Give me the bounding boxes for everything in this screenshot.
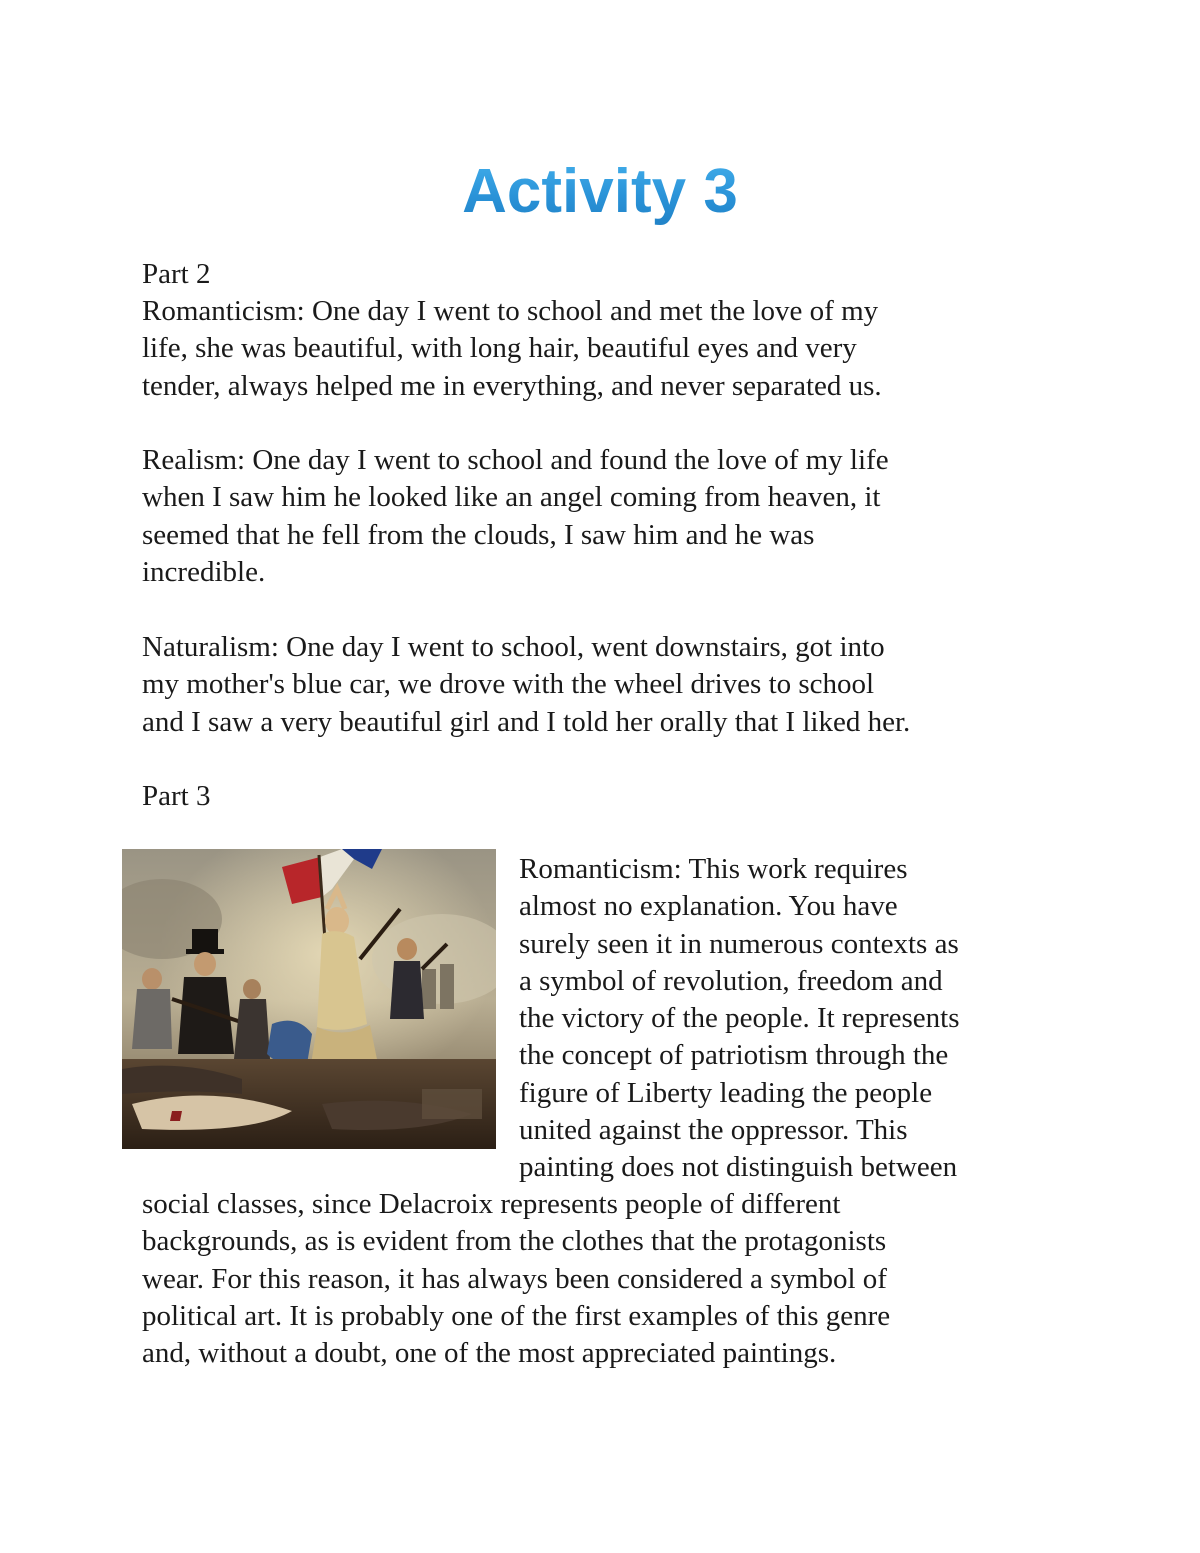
part-3-label: Part 3 [142, 780, 211, 812]
part-2-realism-paragraph: Realism: One day I went to school and found the love of my life when I saw him he looked like an angel coming from heaven, it seemed that he fell from the clouds, I saw him and he was incredible. [142, 444, 889, 588]
part-2-romanticism-paragraph: Romanticism: One day I went to school and met the love of my life, she was beautiful, with long hair, beautiful eyes and very tender, always helped me in everything, and never separated us. [142, 295, 882, 402]
part-2-label: Part 2 [142, 258, 211, 290]
part-2-naturalism-paragraph: Naturalism: One day I went to school, went downstairs, got into my mother's blue car, we drove with the wheel drives to school and I saw a very beautiful girl and I told her orally that I liked her. [142, 631, 911, 738]
part-3-side-paragraph: Romanticism: This work requires almost no explanation. You have surely seen it in numerous contexts as a symbol of revolution, freedom and the victory of the people. It represents the concept of patriotism through the figure of Liberty leading the people united against the oppressor. This painting does not distinguish between [519, 853, 960, 1184]
document-title: Activity 3 [0, 152, 1200, 232]
liberty-leading-the-people-painting [122, 849, 496, 1149]
part-3-continuation-paragraph: social classes, since Delacroix represents people of different backgrounds, as is evident from the clothes that the protagonists wear. For this reason, it has always been considered a symbol of political art. It is probably one of the first examples of this genre and, without a doubt, one of the most appreciated paintings. [142, 1188, 891, 1370]
